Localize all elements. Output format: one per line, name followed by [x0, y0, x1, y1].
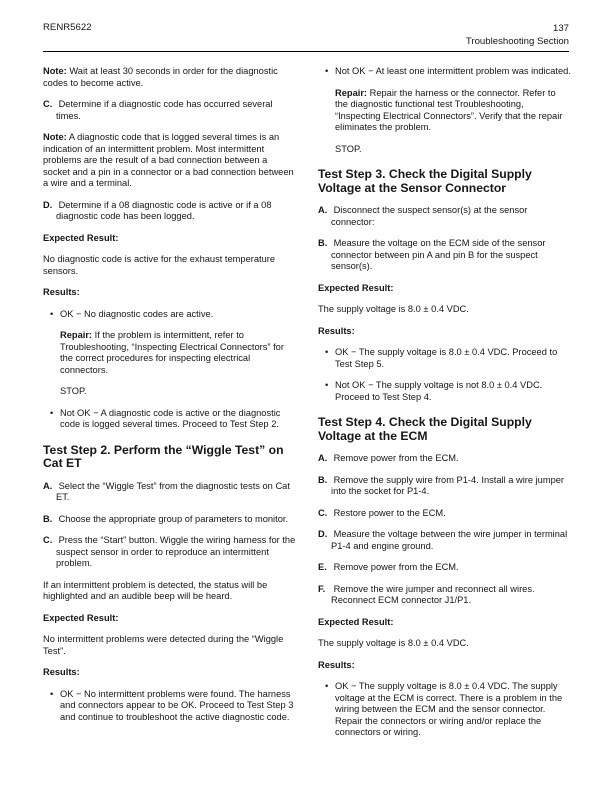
bullet-item: • Not OK − A diagnostic code is active or the diagnostic code is logged several times. Proceed to Test Step 2.	[50, 407, 281, 429]
repair-label: Repair:	[335, 87, 368, 98]
note-paragraph: Note: Wait at least 30 seconds in order for the diagnostic codes to become active.	[43, 66, 278, 88]
repair-paragraph: Repair: Repair the harness or the connector. Refer to the diagnostic functional test Troubleshooting, “Inspecting Electrical Connectors”. Verify that the repair eliminates the problem.	[335, 87, 563, 132]
bold-label: Results:	[43, 667, 80, 678]
bold-label: Expected Result:	[43, 612, 119, 623]
lettered-step: A. Disconnect the suspect sensor(s) at the sensor connector:	[318, 205, 528, 227]
bold-label: Expected Result:	[318, 616, 394, 627]
stop-line: STOP.	[335, 143, 362, 154]
step-letter: F.	[318, 583, 326, 594]
paragraph: No diagnostic code is active for the exhaust temperature sensors.	[43, 254, 276, 276]
stop-line: STOP.	[60, 386, 87, 396]
bold-label: Expected Result:	[43, 232, 119, 243]
bold-label: Results:	[318, 325, 355, 336]
header-right	[466, 22, 569, 48]
header-rule	[43, 51, 569, 52]
lettered-step: D. Determine if a 08 diagnostic code is active or if a 08 diagnostic code has been logged.	[43, 199, 272, 221]
lettered-step: C. Determine if a diagnostic code has occurred several times.	[43, 99, 273, 121]
step-letter: B.	[318, 238, 328, 249]
right-column	[318, 66, 571, 749]
section-heading: Test Step 3. Check the Digital Supply Voltage at the Sensor Connector	[318, 167, 532, 195]
note-paragraph: Note: A diagnostic code that is logged several times is an indication of an intermittent problem. Most intermittent problems are the result of a bad connection between a socket and a pin in a connector or a bad connection between a wire and a terminal.	[43, 132, 294, 188]
bullet-item: • OK − No intermittent problems were found. The harness and connectors appear to be OK. Proceed to Test Step 3 and continue to troubleshoot the active diagnostic code.	[50, 688, 294, 722]
step-letter: A.	[318, 453, 328, 464]
step-letter: C.	[43, 99, 53, 109]
bullet-icon: •	[325, 66, 329, 76]
page-header	[43, 22, 569, 52]
lettered-step: A. Remove power from the ECM.	[318, 453, 459, 464]
bullet-icon: •	[325, 347, 329, 358]
paragraph: The supply voltage is 8.0 ± 0.4 VDC.	[318, 304, 469, 315]
section-heading: Test Step 4. Check the Digital Supply Voltage at the ECM	[318, 415, 532, 443]
paragraph: No intermittent problems were detected during the “Wiggle Test”.	[43, 634, 284, 656]
section-heading: Test Step 2. Perform the “Wiggle Test” on Cat ET	[43, 442, 284, 471]
lettered-step: B. Remove the supply wire from P1-4. Install a wire jumper into the socket for P1-4.	[318, 474, 565, 497]
bullet-icon: •	[50, 308, 54, 319]
left-column	[43, 66, 296, 733]
bullet-item: • Not OK − The supply voltage is not 8.0 ± 0.4 VDC. Proceed to Test Step 4.	[325, 380, 543, 402]
step-letter: D.	[318, 529, 328, 540]
step-letter: C.	[43, 535, 53, 546]
note-label: Note:	[43, 66, 67, 76]
step-letter: A.	[43, 480, 53, 491]
section-title: Troubleshooting Section	[465, 36, 569, 47]
bullet-item: • OK − The supply voltage is 8.0 ± 0.4 VDC. Proceed to Test Step 5.	[325, 347, 558, 369]
step-letter: E.	[318, 562, 327, 573]
bullet-icon: •	[50, 688, 54, 699]
bold-label: Expected Result:	[318, 282, 394, 293]
bullet-icon: •	[50, 407, 54, 418]
lettered-step: E. Remove power from the ECM.	[318, 562, 459, 573]
paragraph: If an intermittent problem is detected, the status will be highlighted and an audible beep will be heard.	[43, 579, 268, 602]
repair-label: Repair:	[60, 330, 93, 340]
lettered-step: D. Measure the voltage between the wire jumper in terminal P1-4 and engine ground.	[318, 529, 568, 551]
bullet-item: • Not OK − At least one intermittent problem was indicated.	[325, 66, 571, 76]
step-letter: D.	[43, 199, 53, 210]
bold-label: Results:	[318, 659, 355, 670]
step-letter: A.	[318, 205, 328, 216]
lettered-step: C. Restore power to the ECM.	[318, 507, 446, 518]
bullet-item: • OK − No diagnostic codes are active.	[50, 308, 214, 319]
bullet-icon: •	[325, 380, 329, 391]
page-number: 137	[552, 23, 569, 34]
bold-label: Results:	[43, 287, 80, 297]
step-letter: B.	[318, 474, 328, 485]
note-label: Note:	[43, 132, 67, 142]
paragraph: The supply voltage is 8.0 ± 0.4 VDC.	[318, 638, 469, 649]
lettered-step: A. Select the “Wiggle Test” from the diagnostic tests on Cat ET.	[43, 480, 290, 503]
lettered-step: B. Choose the appropriate group of parameters to monitor.	[43, 513, 289, 524]
lettered-step: F. Remove the wire jumper and reconnect all wires. Reconnect ECM connector J1/P1.	[318, 583, 535, 606]
repair-paragraph: Repair: If the problem is intermittent, refer to Troubleshooting, “Inspecting Electrical Connectors” for the correct procedures for inspecting electrical connectors.	[60, 330, 284, 375]
lettered-step: C. Press the “Start” button. Wiggle the wiring harness for the suspect sensor in order to reproduce an intermittent problem.	[43, 535, 296, 569]
step-letter: C.	[318, 507, 328, 518]
bullet-item: • OK − The supply voltage is 8.0 ± 0.4 VDC. The supply voltage at the ECM is correct. There is a problem in the wiring between the ECM and the sensor connector. Repair the connectors or wiring and/or replace the connectors or wiring.	[325, 681, 563, 738]
bullet-icon: •	[325, 681, 329, 692]
document-number: RENR5622	[43, 22, 92, 33]
lettered-step: B. Measure the voltage on the ECM side of the sensor connector between pin A and pin B for the suspect sensor(s).	[318, 238, 546, 272]
step-letter: B.	[43, 513, 53, 524]
